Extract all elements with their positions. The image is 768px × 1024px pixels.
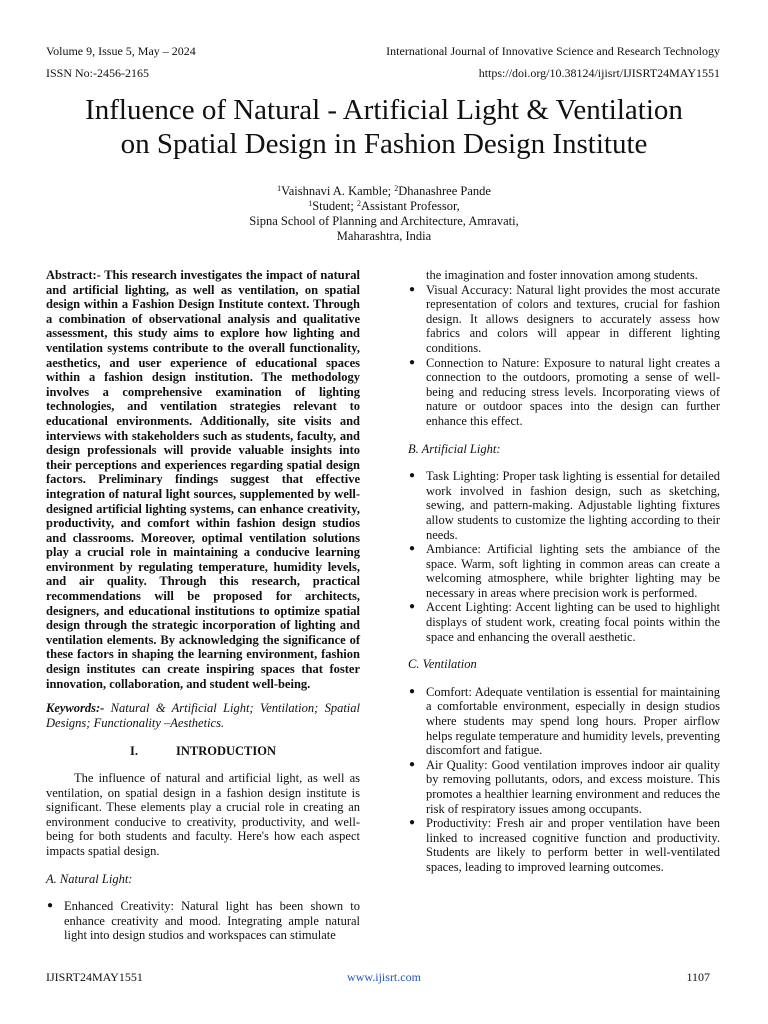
header-doi[interactable]: https://doi.org/10.38124/ijisrt/IJISRT24MAY1551: [478, 66, 720, 80]
author-sup-2: 2: [394, 184, 399, 193]
section-c-heading: C. Ventilation: [408, 657, 477, 672]
author-2: Dhanashree Pande: [398, 184, 491, 198]
location: Maharashtra, India: [336, 229, 432, 243]
keywords-text: Natural & Artificial Light; Ventilation; Spatial Designs; Functionality –Aesthetics.: [46, 701, 360, 730]
list-item: [408, 542, 720, 600]
bullet-icon: ●: [409, 817, 416, 829]
title-line-2: on Spatial Design in Fashion Design Institute: [120, 128, 648, 160]
author-sup-1: 1: [277, 184, 282, 193]
list-item-text: Ambiance: Artificial lighting sets the ambiance of the space. Warm, soft lighting in common areas can create a welcoming atmosphere, while brighter lighting may be necessary in areas where precision work is performed.: [426, 542, 720, 600]
list-item: [408, 816, 720, 874]
list-item-continuation: the imagination and foster innovation among students.: [426, 268, 698, 282]
left-column: [46, 268, 360, 943]
footer-url-link[interactable]: www.ijisrt.com: [347, 970, 421, 984]
header-issn: ISSN No:-2456-2165: [46, 66, 150, 80]
title-line-1: Influence of Natural - Artificial Light & Ventilation: [85, 94, 683, 126]
list-item: [408, 758, 720, 816]
keywords: [46, 701, 360, 730]
artificial-light-list: [408, 469, 720, 644]
list-item: [408, 469, 720, 542]
bullet-icon: ●: [409, 601, 416, 613]
bullet-icon: ●: [409, 356, 416, 368]
list-item-text: Enhanced Creativity: Natural light has been shown to enhance creativity and mood. Integrating ample natural light into design studios and workspaces can stimulate: [64, 899, 360, 943]
bullet-icon: ●: [409, 470, 416, 482]
keywords-label: Keywords:-: [46, 701, 105, 716]
bullet-icon: ●: [409, 758, 416, 770]
bullet-icon: ●: [409, 685, 416, 697]
intro-title: INTRODUCTION: [175, 744, 276, 759]
list-item-text: Task Lighting: Proper task lighting is essential for detailed work involved in fashion design, such as sketching, sewing, and pattern-making. Adjustable lighting fixtures allow students to customize the lighting according to their needs.: [426, 469, 720, 542]
author-block: [0, 184, 768, 244]
bullet-icon: ●: [409, 283, 416, 295]
intro-number: I.: [129, 744, 138, 759]
list-item-text: Accent Lighting: Accent lighting can be used to highlight displays of student work, creating focal points within the space and enhancing the overall aesthetic.: [426, 600, 720, 644]
list-item: [408, 600, 720, 644]
author-roles: [0, 199, 768, 214]
natural-light-list-cont: [408, 283, 720, 429]
section-b-heading: B. Artificial Light:: [408, 441, 501, 456]
list-item: [46, 899, 360, 943]
list-item: [408, 356, 720, 429]
footer-paper-id: IJISRT24MAY1551: [46, 970, 143, 984]
list-item: [408, 283, 720, 356]
role-1: Student;: [312, 199, 357, 213]
right-column: [408, 268, 720, 875]
author-names: [0, 184, 768, 199]
list-item-text: Visual Accuracy: Natural light provides the most accurate representation of colors and textures, crucial for fashion design. It allows designers to accurately assess how fabrics and colors will appear in different lighting conditions.: [426, 282, 720, 355]
bullet-icon: ●: [47, 900, 54, 912]
bullet-icon: ●: [409, 543, 416, 555]
intro-heading: [46, 744, 360, 759]
intro-paragraph: The influence of natural and artificial light, as well as ventilation, on spatial design in a fashion design institute is significant. These elements play a crucial role in creating an environment conducive to creativity, productivity, and well- being for both students and faculty. Here's how each aspect impacts spatial design.: [46, 771, 360, 858]
list-item-text: Productivity: Fresh air and proper ventilation have been linked to increased cognitive function and productivity. Students are likely to perform better in well-ventilated spaces, leading to improved learning outcomes.: [426, 816, 720, 874]
abstract: Abstract:- This research investigates the impact of natural and artificial lighting, as well as ventilation, on spatial design within a Fashion Design Institute context. Through a combination of observational analysis and qualitative assessment, this study aims to explore how lighting and ventilation systems contribute to the overall functionality, aesthetics, and user experience of educational spaces within a fashion design institution. The methodology involves a comprehensive examination of lighting technologies, and ventilation strategies relevant to educational environments. Additionally, site visits and interviews with stakeholders such as students, faculty, and design professionals will provide valuable insights into their perceptions and experiences regarding spatial design factors. Preliminary findings suggest that effective integration of natural light sources, supplemented by well-designed artificial lighting systems, can enhance creativity, productivity, and comfort within fashion design studios and classrooms. Moreover, optimal ventilation solutions play a crucial role in maintaining a conducive learning environment by regulating temperature, humidity levels, and air quality. Through this research, practical recommendations will be proposed for architects, designers, and educational institutions to optimize spatial design through the strategic incorporation of lighting and ventilation elements. By acknowledging the significance of these factors in shaping the learning environment, fashion design institutes can create inspiring spaces that foster innovation, collaboration, and student well-being.: [46, 268, 360, 691]
affiliation: Sipna School of Planning and Architecture, Amravati,: [249, 214, 519, 228]
role-sup-1: 1: [308, 199, 313, 208]
ventilation-list: [408, 685, 720, 875]
author-1: Vaishnavi A. Kamble;: [281, 184, 395, 198]
list-item-text: Connection to Nature: Exposure to natural light creates a connection to the outdoors, promoting a sense of well-being and reducing stress levels. Incorporating views of nature or outdoor spaces into the design can further enhance this effect.: [426, 355, 720, 428]
paper-title: [30, 93, 738, 161]
footer-page-number: 1107: [686, 970, 710, 984]
list-item: [408, 685, 720, 758]
header-journal: International Journal of Innovative Science and Research Technology: [386, 44, 720, 58]
natural-light-list: [46, 899, 360, 943]
header-volume: Volume 9, Issue 5, May – 2024: [46, 44, 196, 58]
role-sup-2: 2: [356, 199, 361, 208]
section-a-heading: A. Natural Light:: [46, 871, 133, 886]
list-item-text: Comfort: Adequate ventilation is essential for maintaining a comfortable environment, especially in design studios where students may spend long hours. Proper airflow helps regulate temperature and humidity levels, preventing discomfort and fatigue.: [426, 684, 721, 758]
list-item-text: Air Quality: Good ventilation improves indoor air quality by removing pollutants, odors, and excess moisture. This promotes a healthier learning environment and reduces the risk of respiratory issues among occupants.: [426, 757, 720, 816]
role-2: Assistant Professor,: [360, 199, 460, 213]
